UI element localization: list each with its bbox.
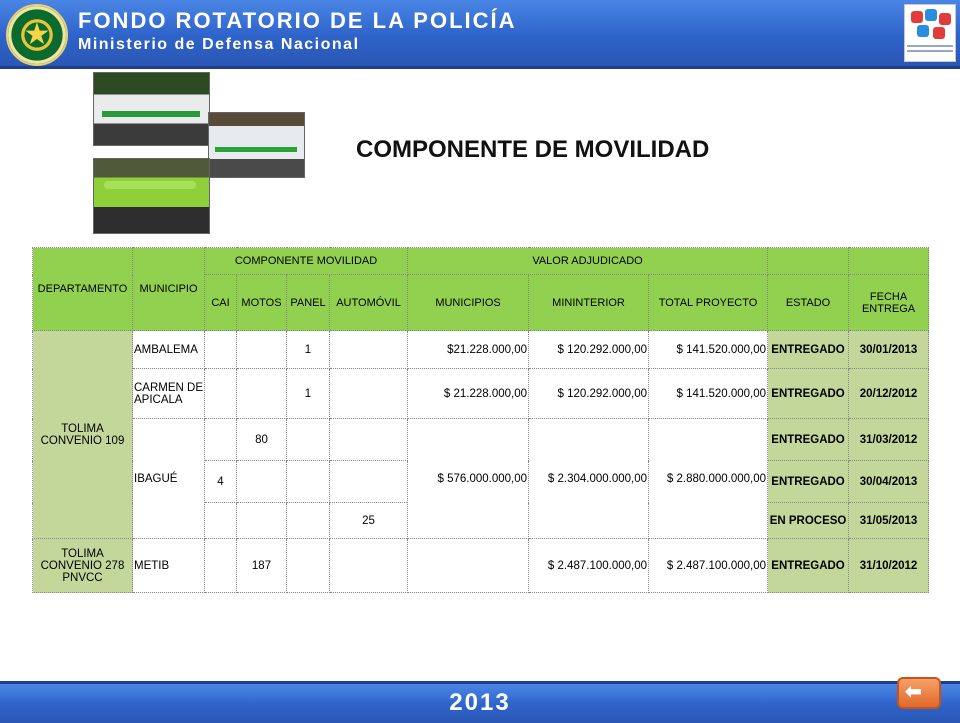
cell-municipios [408,539,529,593]
cell-panel [287,539,330,593]
police-seal-icon: ★ [6,4,68,66]
cell-panel [287,419,330,461]
cell-estado: ENTREGADO [768,331,849,369]
cell-automovil [330,461,408,503]
cell-automovil: 25 [330,503,408,539]
cell-fecha: 20/12/2012 [849,369,929,419]
header-componente: COMPONENTE MOVILIDAD [205,248,408,275]
cell-panel: 1 [287,331,330,369]
header-blank-1 [768,248,849,275]
back-button[interactable] [897,677,941,709]
cell-automovil [330,369,408,419]
cell-municipios: $21.228.000,00 [408,331,529,369]
cell-estado: ENTREGADO [768,461,849,503]
cell-estado: EN PROCESO [768,503,849,539]
police-van-photo [93,72,210,146]
table-row [33,419,929,461]
cell-panel [287,503,330,539]
header-motos: MOTOS [237,275,287,331]
back-arrow-icon: ⬅ [905,681,922,703]
cell-estado: ENTREGADO [768,539,849,593]
cell-mininterior: $ 2.487.100.000,00 [529,539,649,593]
dept-cell-2: TOLIMA CONVENIO 278 PNVCC [33,539,133,593]
cell-estado: ENTREGADO [768,369,849,419]
cell-fecha: 31/10/2012 [849,539,929,593]
cell-motos: 80 [237,419,287,461]
cell-motos [237,369,287,419]
cell-total: $ 141.520.000,00 [649,331,768,369]
cell-total: $ 2.487.100.000,00 [649,539,768,593]
header-blank-2 [849,248,929,275]
header-municipios: MUNICIPIOS [408,275,529,331]
cell-panel: 1 [287,369,330,419]
mobility-table [32,247,929,593]
cell-motos [237,331,287,369]
header-mininterior: MININTERIOR [529,275,649,331]
footer-year: 2013 [449,689,511,716]
cell-automovil [330,419,408,461]
cell-fecha: 30/04/2013 [849,461,929,503]
motorcycles-photo [93,158,210,234]
header-cai: CAI [205,275,237,331]
header-panel: PANEL [287,275,330,331]
cell-fecha: 30/01/2013 [849,331,929,369]
cell-cai [205,331,237,369]
cell-automovil [330,331,408,369]
table-row [33,331,929,369]
header-bar [0,0,960,69]
header-municipio: MUNICIPIO [133,248,205,331]
header-total: TOTAL PROYECTO [649,275,768,331]
page-title: COMPONENTE DE MOVILIDAD [356,136,710,163]
header-valor: VALOR ADJUDICADO [408,248,768,275]
cell-panel [287,461,330,503]
cell-municipio: CARMEN DE APICALA [133,369,205,419]
cell-cai: 4 [205,461,237,503]
cell-total: $ 2.880.000.000,00 [649,419,768,539]
cell-municipio: METIB [133,539,205,593]
cell-motos: 187 [237,539,287,593]
cell-cai [205,539,237,593]
cell-cai [205,419,237,461]
cell-municipios: $ 576.000.000,00 [408,419,529,539]
table-row [33,369,929,419]
cell-mininterior: $ 2.304.000.000,00 [529,419,649,539]
cell-fecha: 31/05/2013 [849,503,929,539]
header-departamento: DEPARTAMENTO [33,248,133,331]
cell-mininterior: $ 120.292.000,00 [529,369,649,419]
cell-cai [205,503,237,539]
cell-motos [237,461,287,503]
cell-municipio: IBAGUÉ [133,419,205,539]
cell-municipio: AMBALEMA [133,331,205,369]
cell-municipios: $ 21.228.000,00 [408,369,529,419]
dept-cell-1: TOLIMA CONVENIO 109 [33,331,133,539]
bus-photo [208,112,305,178]
cell-total: $ 141.520.000,00 [649,369,768,419]
header-subtitle: Ministerio de Defensa Nacional [78,36,360,53]
cell-estado: ENTREGADO [768,419,849,461]
header-fecha: FECHA ENTREGA [849,275,929,331]
cell-automovil [330,539,408,593]
cell-motos [237,503,287,539]
header-automovil: AUTOMÓVIL [330,275,408,331]
partner-logo-icon [904,4,956,62]
cell-cai [205,369,237,419]
cell-fecha: 31/03/2012 [849,419,929,461]
footer-bar [0,681,960,723]
header-estado: ESTADO [768,275,849,331]
cell-mininterior: $ 120.292.000,00 [529,331,649,369]
table-row [33,539,929,593]
header-title: FONDO ROTATORIO DE LA POLICÍA [78,8,517,33]
